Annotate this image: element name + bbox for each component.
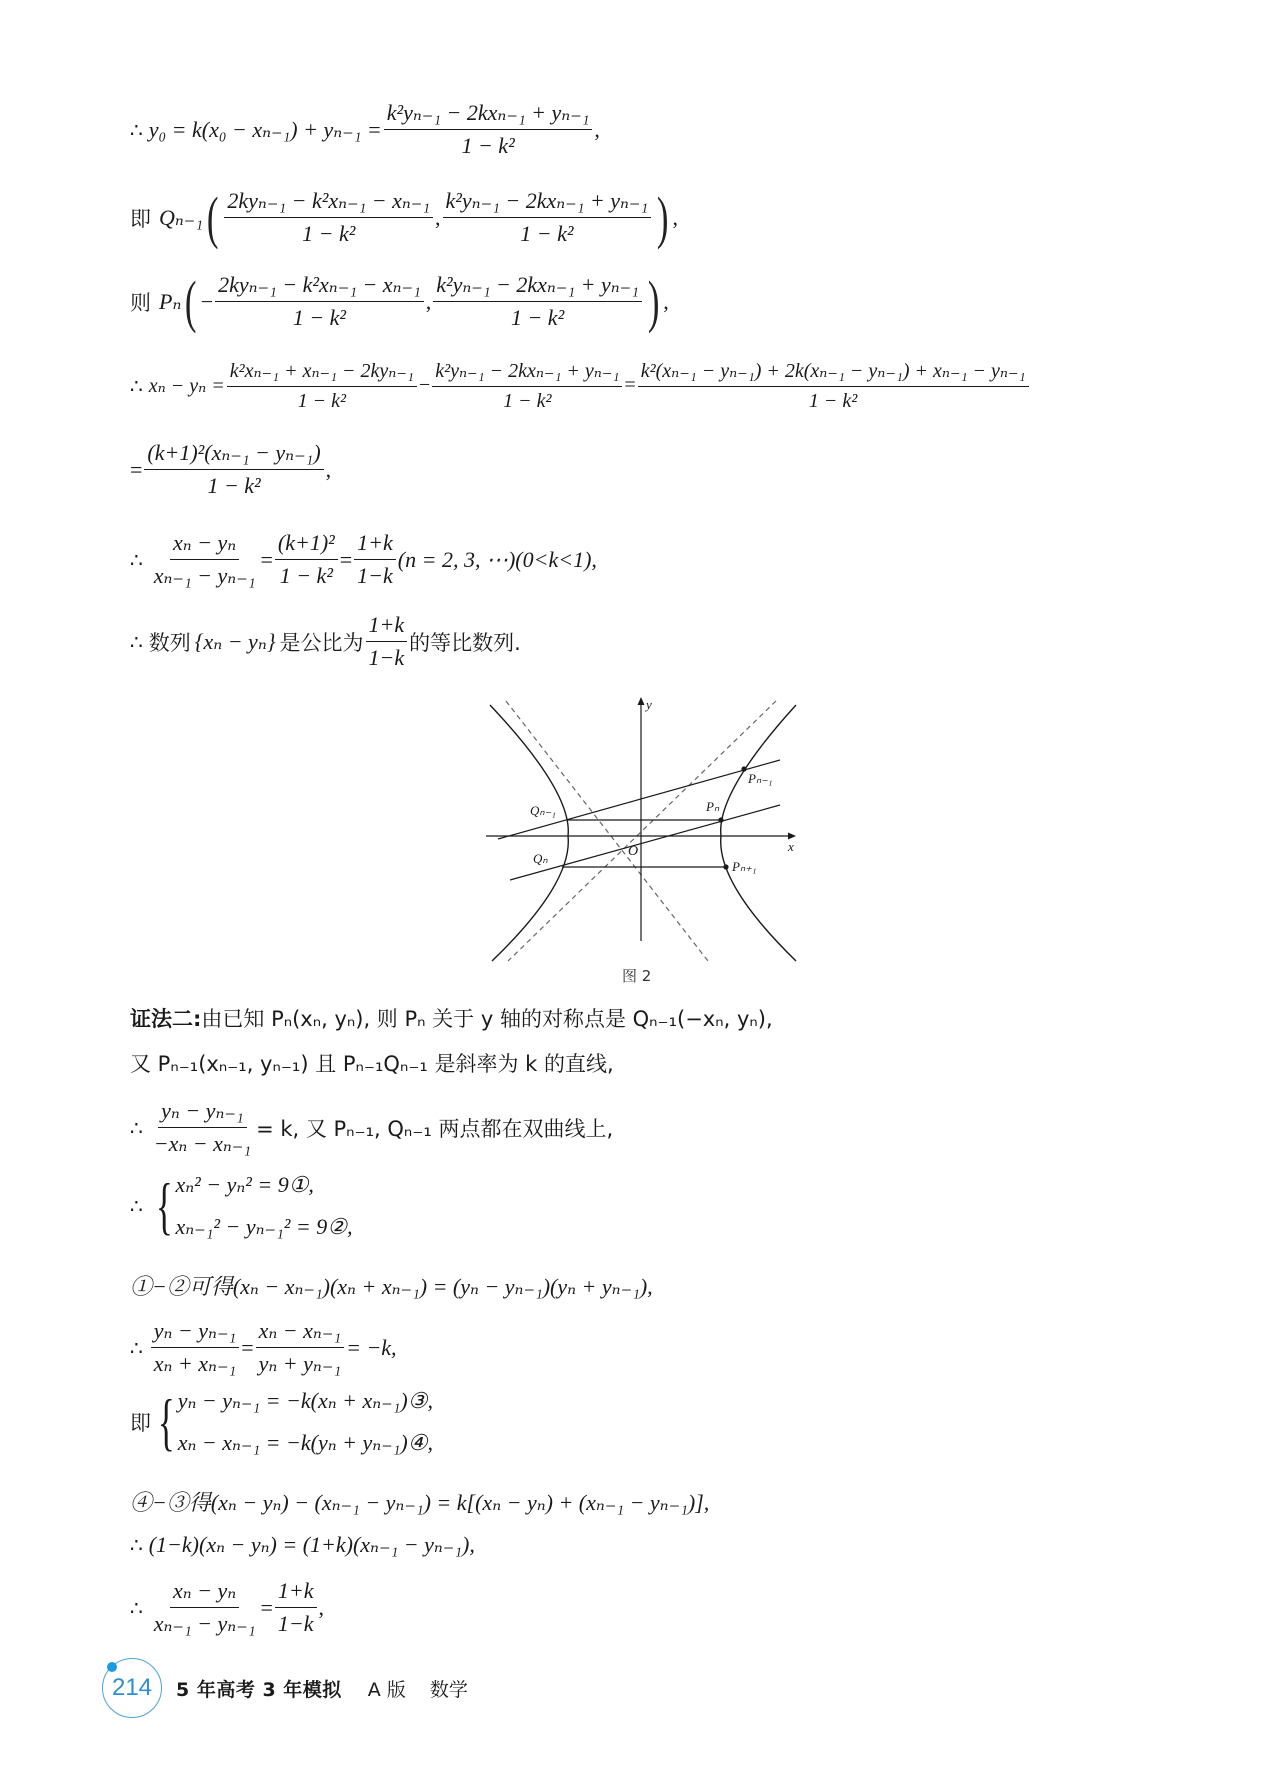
- equation-system-2: 即 { yₙ − yₙ₋₁ = −k(xₙ + xₙ₋₁)③, xₙ − xₙ₋₁ = −k(yₙ + yₙ₋₁)④,: [130, 1386, 433, 1457]
- fraction: $\frac{\text{k²xₙ₋₁ + xₙ₋₁ − 2kyₙ₋₁}}{\text{1 − k²}}$: [227, 358, 417, 413]
- fraction: $\frac{\text{2kyₙ₋₁ − k²xₙ₋₁ − xₙ₋₁}}{\text{1 − k²}}$: [215, 272, 424, 331]
- page-number: 214: [111, 1674, 153, 1701]
- equation-line-17: ∴ $\frac{\text{xₙ − yₙ}}{\text{xₙ₋₁ − yₙ₋₁}}$ = $\frac{1+k}{1-k}$ ,: [130, 1578, 325, 1636]
- proof-method-two-line: 证法二: 由已知 Pₙ(xₙ, yₙ), 则 Pₙ 关于 y 轴的对称点是 Qₙ₋₁(−xₙ, yₙ),: [130, 1003, 773, 1033]
- left-brace: {: [157, 1386, 175, 1457]
- point-label-q-prev: Qₙ₋₁: [530, 803, 556, 818]
- x-axis-label: x: [788, 839, 794, 854]
- equation-line-4: ∴ xₙ − yₙ = $\frac{\text{k²xₙ₋₁ + xₙ₋₁ − 2kyₙ₋₁}}{\text{1 − k²}}$ − $\frac{\text{k²yₙ₋₁ − 2kxₙ₋₁ + yₙ₋₁}}{\text{1 − k²}}$ = $\frac{\text{k²(xₙ₋₁ − yₙ₋₁) + 2k(xₙ₋₁ − yₙ₋₁) + xₙ₋₁ − yₙ₋₁}}{\text{1 − k²}}$: [130, 358, 1031, 413]
- equation-line-7: ∴ 数列 {xₙ − yₙ} 是公比为 $\frac{1+k}{1-k}$ 的等比数列.: [130, 612, 521, 670]
- point-label: Qₙ₋₁: [159, 204, 204, 230]
- dot-icon: [107, 1662, 117, 1672]
- fraction: $\frac{\text{xₙ − yₙ}}{\text{xₙ₋₁ − yₙ₋₁}}$: [153, 1578, 256, 1636]
- edition-label: A 版: [367, 1678, 406, 1701]
- equation-system-1: ∴ { xₙ² − yₙ² = 9①, xₙ₋₁² − yₙ₋₁² = 9②,: [130, 1170, 353, 1241]
- subject-label: 数学: [429, 1678, 468, 1701]
- fraction: $\frac{\text{(k+1)²}}{\text{1 − k²}}$: [275, 530, 338, 589]
- fraction: $\frac{\text{(k+1)²(xₙ₋₁ − yₙ₋₁)}}{\text{1 − k²}}$: [144, 440, 323, 499]
- origin-label: O: [628, 844, 639, 859]
- proof-method-label: 证法二:: [130, 1007, 202, 1031]
- fraction: $\frac{\text{yₙ − yₙ₋₁}}{\text{−xₙ − xₙ₋₁}}$: [153, 1098, 252, 1156]
- equation-line-3: 则 Pₙ ( − $\frac{\text{2kyₙ₋₁ − k²xₙ₋₁ − xₙ₋₁}}{\text{1 − k²}}$ , $\frac{\text{k²yₙ₋₁ − 2kxₙ₋₁ + yₙ₋₁}}{\text{1 − k²}}$ ) ,: [130, 268, 669, 334]
- fraction: $\frac{\text{k²(xₙ₋₁ − yₙ₋₁) + 2k(xₙ₋₁ − yₙ₋₁) + xₙ₋₁ − yₙ₋₁}}{\text{1 − k²}}$: [638, 358, 1029, 413]
- book-title: 5 年高考 3 年模拟: [176, 1678, 342, 1701]
- fraction: $\frac{1+k}{1-k}$: [275, 1578, 317, 1637]
- fraction: $\frac{1+k}{1-k}$: [366, 612, 408, 671]
- equation-line-9: 又 Pₙ₋₁(xₙ₋₁, yₙ₋₁) 且 Pₙ₋₁Qₙ₋₁ 是斜率为 k 的直线,: [130, 1052, 614, 1076]
- left-brace: {: [155, 1170, 173, 1241]
- fraction: $\frac{\text{yₙ − yₙ₋₁}}{\text{xₙ + xₙ₋₁}}$: [151, 1318, 239, 1377]
- y-axis-label: y: [646, 697, 652, 712]
- equation-line-12: ①−②可得(xₙ − xₙ₋₁)(xₙ + xₙ₋₁) = (yₙ − yₙ₋₁)(yₙ + yₙ₋₁),: [130, 1274, 653, 1299]
- equation-line-1: ∴ y₀ = k(x₀ − xₙ₋₁) + yₙ₋₁ = $\frac{\text{k²yₙ₋₁ − 2kxₙ₋₁ + yₙ₋₁}}{\text{1 − k²}}$ ,: [130, 100, 600, 158]
- fraction: $\frac{\text{xₙ − xₙ₋₁}}{\text{yₙ + yₙ₋₁}}$: [256, 1318, 344, 1377]
- hyperbola-figure: [478, 693, 808, 963]
- point-label: Pₙ: [159, 288, 182, 314]
- figure-caption: 图 2: [622, 967, 652, 985]
- fraction: $\frac{\text{k²yₙ₋₁ − 2kxₙ₋₁ + yₙ₋₁}}{\text{1 − k²}}$: [432, 358, 622, 413]
- equation-line-10: ∴ $\frac{\text{yₙ − yₙ₋₁}}{\text{−xₙ − xₙ₋₁}}$ = k, 又 Pₙ₋₁, Qₙ₋₁ 两点都在双曲线上,: [130, 1098, 614, 1156]
- therefore-symbol: ∴: [130, 117, 143, 142]
- fraction: $\frac{\text{k²yₙ₋₁ − 2kxₙ₋₁ + yₙ₋₁}}{\text{1 − k²}}$: [384, 100, 593, 159]
- equation-line-2: 即 Qₙ₋₁ ( $\frac{\text{2kyₙ₋₁ − k²xₙ₋₁ − xₙ₋₁}}{\text{1 − k²}}$ , $\frac{\text{k²yₙ₋₁ − 2kxₙ₋₁ + yₙ₋₁}}{\text{1 − k²}}$ ) ,: [130, 184, 679, 250]
- fraction: $\frac{1+k}{1-k}$: [354, 530, 396, 589]
- page-number-badge: [102, 1658, 162, 1718]
- equation-line-6: ∴ $\frac{\text{xₙ − yₙ}}{\text{xₙ₋₁ − yₙ₋₁}}$ = $\frac{\text{(k+1)²}}{\text{1 − k²}}$ = $\frac{1+k}{1-k}$ (n = 2, 3, ⋯)(0<k<1),: [130, 530, 597, 588]
- point-label-q-n: Qₙ: [533, 851, 548, 866]
- point-label-p-n: Pₙ: [706, 799, 720, 814]
- fraction: $\frac{\text{2kyₙ₋₁ − k²xₙ₋₁ − xₙ₋₁}}{\text{1 − k²}}$: [224, 188, 433, 247]
- equation-line-16: ∴ (1−k)(xₙ − yₙ) = (1+k)(xₙ₋₁ − yₙ₋₁),: [130, 1532, 475, 1557]
- page-footer: [102, 1658, 468, 1718]
- equation-line-13: ∴ $\frac{\text{yₙ − yₙ₋₁}}{\text{xₙ + xₙ₋₁}}$ = $\frac{\text{xₙ − xₙ₋₁}}{\text{yₙ + yₙ₋₁}}$ = −k,: [130, 1318, 397, 1376]
- fraction: $\frac{\text{xₙ − yₙ}}{\text{xₙ₋₁ − yₙ₋₁}}$: [153, 530, 256, 588]
- equation-line-15: ④−③得(xₙ − yₙ) − (xₙ₋₁ − yₙ₋₁) = k[(xₙ − yₙ) + (xₙ₋₁ − yₙ₋₁)],: [130, 1490, 710, 1515]
- equation-line-5: = $\frac{\text{(k+1)²(xₙ₋₁ − yₙ₋₁)}}{\text{1 − k²}}$ ,: [130, 440, 332, 498]
- fraction: $\frac{\text{k²yₙ₋₁ − 2kxₙ₋₁ + yₙ₋₁}}{\text{1 − k²}}$: [433, 272, 642, 331]
- point-label-p-prev: Pₙ₋₁: [748, 771, 773, 786]
- point-label-p-next: Pₙ₊₁: [732, 859, 757, 874]
- fraction: $\frac{\text{k²yₙ₋₁ − 2kxₙ₋₁ + yₙ₋₁}}{\text{1 − k²}}$: [443, 188, 652, 247]
- lhs: y₀ = k(x₀ − xₙ₋₁) + yₙ₋₁ =: [148, 116, 382, 142]
